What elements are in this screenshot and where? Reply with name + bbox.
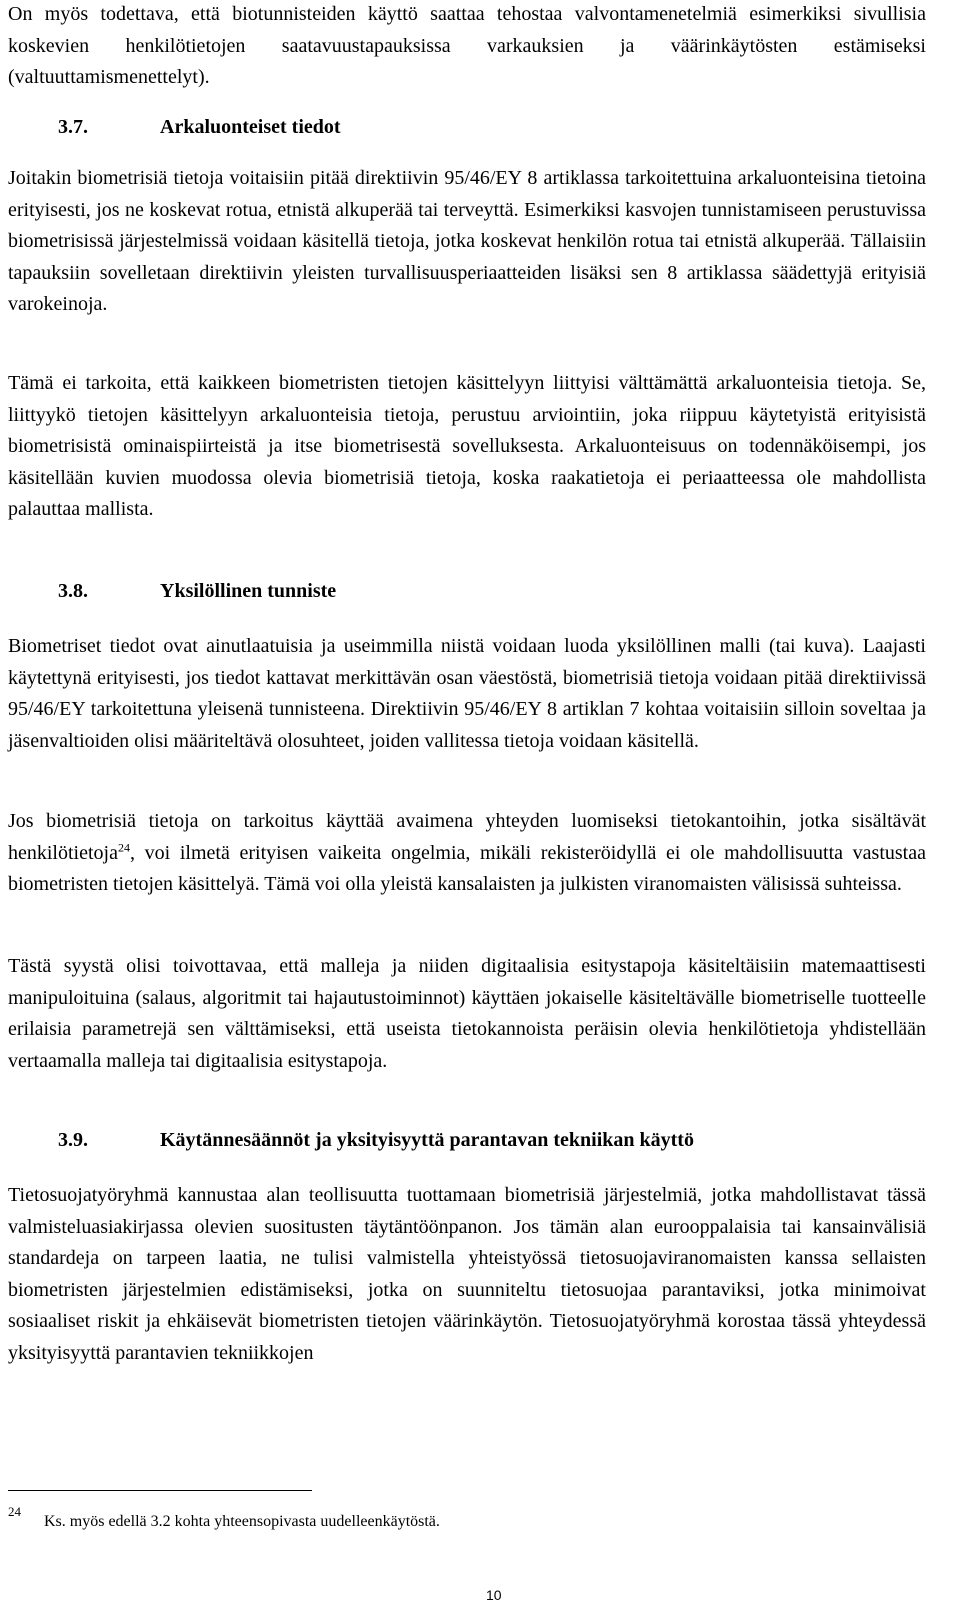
section-title: Käytännesäännöt ja yksityisyyttä parantavan tekniikan käyttö <box>160 1129 694 1151</box>
paragraph-unique-identifier: Biometriset tiedot ovat ainutlaatuisia ja useimmilla niistä voidaan luoda yksilöllinen malli (tai kuva). Laajasti käytettynä erityisesti, jos tiedot kattavat merkittävän osan väestöstä, biometrisiä tietoja voidaan pitää direktiivissä 95/46/EY tarkoitettuna yleisenä tunnisteena. Direktiivin 95/46/EY 8 artiklan 7 kohtaa voitaisiin silloin soveltaa ja jäsenvaltioiden olisi määriteltävä olosuhteet, joiden vallitessa tietoja voidaan käsitellä. <box>8 635 926 752</box>
footnote-reference[interactable]: 24 <box>117 839 130 854</box>
footnote-mark: 24 <box>8 1504 21 1519</box>
section-number: 3.8. <box>58 580 88 602</box>
section-title: Yksilöllinen tunniste <box>160 580 337 602</box>
paragraph-not-all-sensitive: Tämä ei tarkoita, että kaikkeen biometristen tietojen käsittelyyn liittyisi välttämättä arkaluonteisia tietoja. Se, liittyykö tietojen käsittelyyn arkaluonteisia tietoja, perustuu arviointiin, joka riippuu käytetyistä erityisistä biometrisistä ominaispiirteistä ja itse biometrisestä sovelluksesta. Arkaluonteisuus on todennäköisempi, jos käsitellään kuvien muodossa olevia biometrisiä tietoja, koska raakatietoja ei periaatteessa ole mahdollista palauttaa mallista. <box>8 372 926 520</box>
paragraph-templates: Tästä syystä olisi toivottavaa, että malleja ja niiden digitaalisia esitystapoja käsiteltäisiin matemaattisesti manipuloituina (salaus, algoritmit tai hajautustoiminnot) käyttäen jokaiselle käsiteltävälle biometriselle tuotteelle erilaisia parametrejä sen välttämiseksi, että useista tietokannoista peräisin olevia henkilötietoja yhdistellään vertaamalla malleja tai digitaalisia esitystapoja. <box>8 955 926 1072</box>
section-heading-3-9 <box>58 1126 694 1154</box>
section-title: Arkaluonteiset tiedot <box>160 116 341 138</box>
footnote-text: Ks. myös edellä 3.2 kohta yhteensopivasta uudelleenkäytöstä. <box>44 1513 440 1530</box>
page-number: 10 <box>486 1587 502 1603</box>
paragraph-sensitive-data: Joitakin biometrisiä tietoja voitaisiin pitää direktiivin 95/46/EY 8 artiklassa tarkoitettuina arkaluonteisina tietoina erityisesti, jos ne koskevat rotua, etnistä alkuperää tai terveyttä. Esimerkiksi kasvojen tunnistamiseen perustuvissa biometrisissä järjestelmissä voidaan käsitellä tietoja, jotka koskevat henkilön rotua tai etnistä alkuperää. Tällaisiin tapauksiin sovelletaan direktiivin yleisten turvallisuusperiaatteiden lisäksi sen 8 artiklassa säädettyjä erityisiä varokeinoja. <box>8 167 926 315</box>
paragraph-database-key: Jos biometrisiä tietoja on tarkoitus käyttää avaimena yhteyden luomiseksi tietokantoihin, jotka sisältävät henkilötietoja$^{24}$, voi ilmetä erityisen vaikeita ongelmia, mikäli rekisteröidyllä ei ole mahdollisuutta vastustaa biometristen tietojen käsittelyä. Tämä voi olla yleistä kansalaisten ja julkisten viranomaisten välisissä suhteissa. <box>8 810 926 895</box>
paragraph-codes-of-conduct: Tietosuojatyöryhmä kannustaa alan teollisuutta tuottamaan biometrisiä järjestelmiä, jotka mahdollistavat tässä valmisteluasiakirjassa olevien suositusten täytäntöönpanon. Jos tämän alan eurooppalaisia tai kansainvälisiä standardeja on tarpeen laatia, ne tulisi valmistella yhteistyössä tietosuojaviranomaisten kanssa sellaisten biometristen järjestelmien edistämiseksi, jotka on suunniteltu tietosuojaa parantaviksi, jotka minimoivat sosiaaliset riskit ja ehkäisevät biometristen tietojen väärinkäytön. Tietosuojatyöryhmä korostaa tässä yhteydessä yksityisyyttä parantavien tekniikkojen <box>8 1184 926 1364</box>
paragraph-intro: On myös todettava, että biotunnisteiden käyttö saattaa tehostaa valvontamenetelmiä esimerkiksi sivullisia koskevien henkilötietojen saatavuustapauksissa varkauksien ja väärinkäytösten estämiseksi (valtuuttamismenettelyt). <box>8 3 926 88</box>
section-number: 3.9. <box>58 1129 88 1151</box>
section-heading-3-7 <box>58 113 341 141</box>
section-heading-3-8 <box>58 577 336 605</box>
footnote-separator <box>8 1490 312 1491</box>
section-number: 3.7. <box>58 116 88 138</box>
